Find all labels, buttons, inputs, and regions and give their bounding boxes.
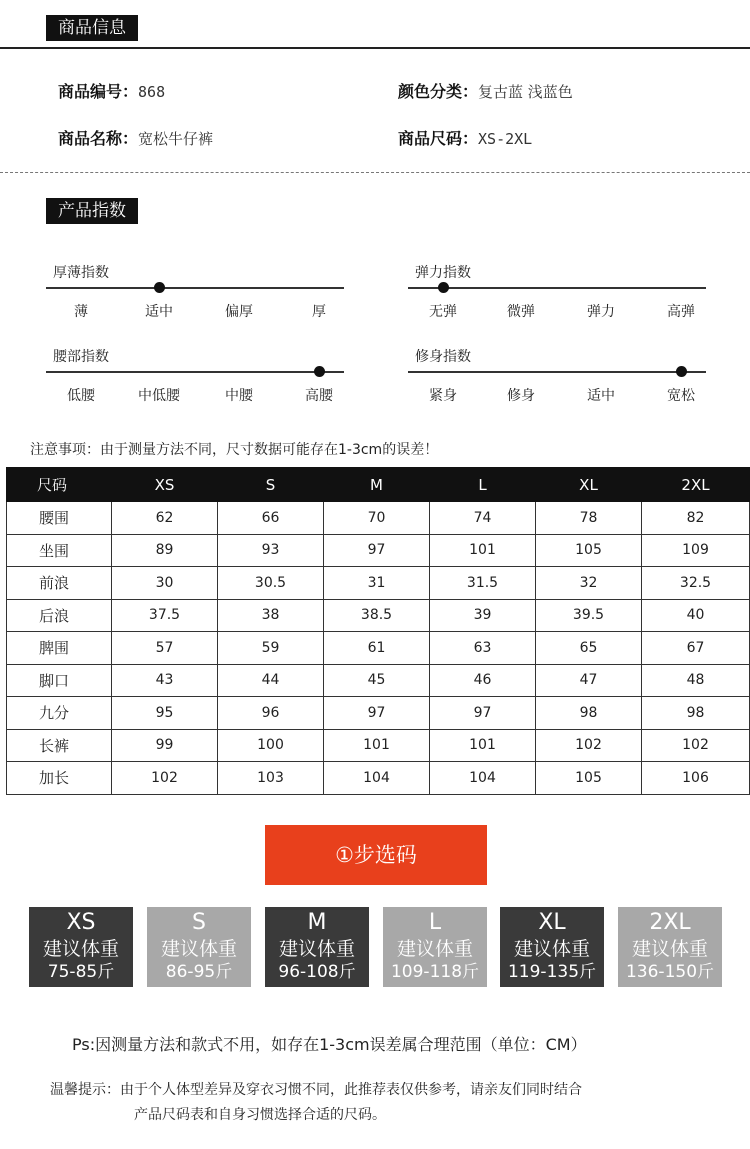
index-tick-label: 中腰 (225, 388, 253, 404)
size-card-range: 136-150斤 (625, 962, 715, 982)
info-name-key: 商品名称： (58, 129, 139, 148)
measurement-value: 37.5 (112, 599, 218, 632)
index-tick-label: 宽松 (667, 388, 695, 404)
size-card-size: M (307, 910, 327, 935)
measurement-value: 98 (536, 697, 642, 730)
size-column-header: S (218, 468, 324, 502)
measurement-value: 95 (112, 697, 218, 730)
section-divider-dashed (0, 172, 750, 173)
info-size-key: 商品尺码： (398, 129, 479, 148)
measurement-value: 74 (430, 502, 536, 535)
measurement-name: 脚口 (7, 664, 112, 697)
size-card-range: 75-85斤 (47, 962, 115, 982)
size-column-header: 2XL (642, 468, 750, 502)
measurement-value: 32 (536, 567, 642, 600)
measurement-value: 66 (218, 502, 324, 535)
measurement-value: 97 (430, 697, 536, 730)
index-scale-line (408, 371, 706, 373)
index-scale-line (408, 287, 706, 289)
info-code (58, 79, 165, 102)
index-tick-label: 微弹 (507, 304, 535, 320)
measurement-value: 48 (642, 664, 750, 697)
size-table (6, 467, 750, 795)
measurement-name: 后浪 (7, 599, 112, 632)
measurement-value: 97 (324, 534, 430, 567)
index-scale-line (46, 371, 344, 373)
measurement-value: 101 (324, 729, 430, 762)
size-column-header: XS (112, 468, 218, 502)
measurement-value: 61 (324, 632, 430, 665)
table-row (7, 697, 750, 730)
size-card[interactable] (618, 907, 722, 987)
index-tick-label: 适中 (587, 388, 615, 404)
size-card-size: L (428, 910, 442, 935)
size-table-header (7, 468, 750, 502)
measurement-value: 65 (536, 632, 642, 665)
measurement-value: 38 (218, 599, 324, 632)
size-column-header: L (430, 468, 536, 502)
measurement-value: 102 (536, 729, 642, 762)
size-card[interactable] (383, 907, 487, 987)
index-tick-label: 修身 (507, 388, 535, 404)
index-marker-dot (154, 282, 165, 293)
measurement-value: 47 (536, 664, 642, 697)
measurement-value: 39.5 (536, 599, 642, 632)
measurement-value: 104 (430, 762, 536, 795)
size-card-label: 建议体重 (42, 938, 119, 960)
size-card[interactable] (29, 907, 133, 987)
info-color-value: 复古蓝 浅蓝色 (478, 83, 573, 101)
measurement-value: 102 (642, 729, 750, 762)
measurement-value: 32.5 (642, 567, 750, 600)
measurement-name: 坐围 (7, 534, 112, 567)
measurement-value: 105 (536, 534, 642, 567)
measurement-name: 长裤 (7, 729, 112, 762)
size-column-header: XL (536, 468, 642, 502)
measurement-value: 57 (112, 632, 218, 665)
index-tick-label: 高腰 (305, 388, 333, 404)
info-name-value: 宽松牛仔裤 (138, 130, 214, 148)
index-tick-label: 无弹 (429, 304, 457, 320)
size-card-range: 96-108斤 (278, 962, 356, 982)
measurement-value: 45 (324, 664, 430, 697)
info-size-value: XS-2XL (478, 130, 533, 148)
measurement-value: 43 (112, 664, 218, 697)
measurement-value: 96 (218, 697, 324, 730)
table-row (7, 502, 750, 535)
measurement-name: 前浪 (7, 567, 112, 600)
measurement-name: 腰围 (7, 502, 112, 535)
size-card-size: S (192, 910, 206, 935)
section-title-index: 产品指数 (46, 198, 138, 224)
measurement-value: 46 (430, 664, 536, 697)
info-code-key: 商品编号： (58, 82, 139, 101)
measurement-note: 注意事项：由于测量方法不同，尺寸数据可能存在1-3cm的误差！ (30, 442, 439, 458)
measurement-value: 100 (218, 729, 324, 762)
index-tick-label: 高弹 (667, 304, 695, 320)
measurement-value: 31.5 (430, 567, 536, 600)
measurement-value: 67 (642, 632, 750, 665)
size-card-label: 建议体重 (631, 938, 708, 960)
index-tick-label: 中低腰 (138, 388, 180, 404)
tip-line-1: 温馨提示：由于个人体型差异及穿衣习惯不同，此推荐表仅供参考，请亲友们同时结合 (50, 1082, 582, 1098)
measurement-value: 70 (324, 502, 430, 535)
measurement-value: 97 (324, 697, 430, 730)
section-title-info: 商品信息 (46, 15, 138, 41)
measurement-name: 加长 (7, 762, 112, 795)
measurement-value: 102 (112, 762, 218, 795)
size-card-label: 建议体重 (278, 938, 355, 960)
size-card[interactable] (147, 907, 251, 987)
measurement-value: 89 (112, 534, 218, 567)
measurement-value: 62 (112, 502, 218, 535)
info-color-key: 颜色分类： (398, 82, 479, 101)
table-row (7, 599, 750, 632)
size-card-size: XL (538, 910, 566, 935)
table-row (7, 729, 750, 762)
index-marker-dot (438, 282, 449, 293)
measurement-value: 101 (430, 534, 536, 567)
measurement-value: 31 (324, 567, 430, 600)
index-tick-label: 弹力 (587, 304, 615, 320)
index-title: 厚薄指数 (53, 265, 109, 281)
info-name (58, 126, 213, 149)
measurement-value: 101 (430, 729, 536, 762)
measurement-value: 93 (218, 534, 324, 567)
measurement-value: 82 (642, 502, 750, 535)
measurement-value: 44 (218, 664, 324, 697)
size-card-label: 建议体重 (396, 938, 473, 960)
measurement-value: 39 (430, 599, 536, 632)
ps-note: Ps:因测量方法和款式不用，如存在1-3cm误差属合理范围（单位：CM） (72, 1035, 587, 1054)
index-tick-label: 紧身 (429, 388, 457, 404)
size-column-header: M (324, 468, 430, 502)
table-row (7, 664, 750, 697)
size-card-range: 119-135斤 (507, 962, 597, 982)
index-tick-label: 适中 (145, 304, 173, 320)
size-card[interactable] (265, 907, 369, 987)
info-color (398, 79, 573, 102)
size-card-size: XS (66, 910, 96, 935)
index-marker-dot (676, 366, 687, 377)
measurement-name: 脾围 (7, 632, 112, 665)
size-card-size: 2XL (649, 910, 691, 935)
size-card-label: 建议体重 (160, 938, 237, 960)
table-row (7, 762, 750, 795)
size-card-label: 建议体重 (513, 938, 590, 960)
measurement-value: 104 (324, 762, 430, 795)
size-table-corner: 尺码 (7, 468, 112, 502)
index-tick-label: 薄 (74, 304, 88, 320)
measurement-value: 78 (536, 502, 642, 535)
info-code-value: 868 (138, 83, 166, 101)
index-tick-label: 厚 (312, 304, 326, 320)
measurement-value: 38.5 (324, 599, 430, 632)
measurement-value: 63 (430, 632, 536, 665)
table-row (7, 534, 750, 567)
section-divider-info (0, 47, 750, 49)
size-card-range: 109-118斤 (390, 962, 480, 982)
index-tick-label: 低腰 (67, 388, 95, 404)
size-card-range: 86-95斤 (165, 962, 233, 982)
measurement-value: 99 (112, 729, 218, 762)
measurement-value: 59 (218, 632, 324, 665)
index-tick-label: 偏厚 (225, 304, 253, 320)
measurement-value: 105 (536, 762, 642, 795)
measurement-name: 九分 (7, 697, 112, 730)
measurement-value: 30 (112, 567, 218, 600)
measurement-value: 109 (642, 534, 750, 567)
info-size (398, 126, 532, 149)
size-card[interactable] (500, 907, 604, 987)
index-title: 修身指数 (415, 349, 471, 365)
measurement-value: 98 (642, 697, 750, 730)
index-title: 弹力指数 (415, 265, 471, 281)
measurement-value: 30.5 (218, 567, 324, 600)
index-marker-dot (314, 366, 325, 377)
table-row (7, 632, 750, 665)
measurement-value: 40 (642, 599, 750, 632)
measurement-value: 103 (218, 762, 324, 795)
table-row (7, 567, 750, 600)
step-select-size-button[interactable]: ①步选码 (265, 825, 487, 885)
tip-line-2: 产品尺码表和自身习惯选择合适的尺码。 (134, 1107, 386, 1123)
index-title: 腰部指数 (53, 349, 109, 365)
index-scale-line (46, 287, 344, 289)
measurement-value: 106 (642, 762, 750, 795)
